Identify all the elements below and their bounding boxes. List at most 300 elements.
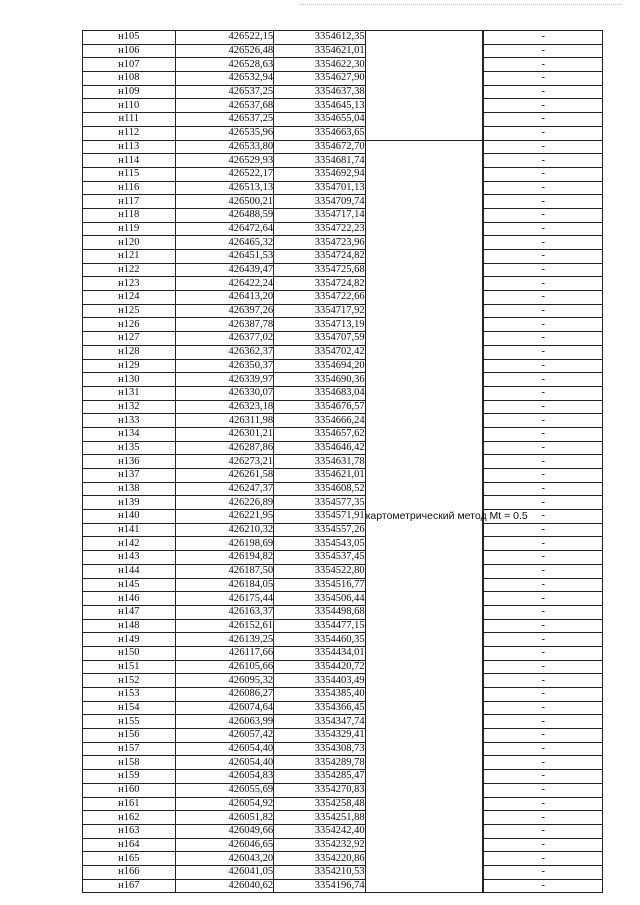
table-row [83,72,603,86]
y-coordinate-cell: 3354289,78 [274,756,366,770]
x-coordinate-cell: 426529,93 [175,154,274,168]
method-cell: картометрический метод Mt = 0.5 [365,140,483,893]
note-cell: - [484,838,603,852]
note-cell: - [484,345,603,359]
table-row [83,838,603,852]
note-cell: - [484,783,603,797]
note-cell: - [484,852,603,866]
note-cell: - [484,167,603,181]
point-name-cell: н109 [83,85,176,99]
y-coordinate-cell: 3354655,04 [274,113,366,127]
point-name-cell: н123 [83,277,176,291]
point-name-cell: н145 [83,578,176,592]
point-name-cell: н107 [83,58,176,72]
note-cell: - [484,72,603,86]
y-coordinate-cell: 3354516,77 [274,578,366,592]
note-cell: - [484,551,603,565]
note-cell: - [484,879,603,893]
y-coordinate-cell: 3354537,45 [274,551,366,565]
table-row [83,167,603,181]
table-row [83,99,603,113]
point-name-cell: н114 [83,154,176,168]
table-row [83,701,603,715]
point-name-cell: н108 [83,72,176,86]
note-cell: - [484,99,603,113]
table-row [83,564,603,578]
table-row [83,605,603,619]
y-coordinate-cell: 3354657,62 [274,427,366,441]
y-coordinate-cell: 3354210,53 [274,865,366,879]
note-cell: - [484,633,603,647]
point-name-cell: н141 [83,523,176,537]
table-row [83,181,603,195]
method-cell [365,31,483,141]
x-coordinate-cell: 426046,65 [175,838,274,852]
x-coordinate-cell: 426187,50 [175,564,274,578]
table-row [83,646,603,660]
point-name-cell: н160 [83,783,176,797]
y-coordinate-cell: 3354270,83 [274,783,366,797]
table-row [83,208,603,222]
table-row [83,195,603,209]
y-coordinate-cell: 3354709,74 [274,195,366,209]
table-row [83,783,603,797]
table-row [83,551,603,565]
y-coordinate-cell: 3354557,26 [274,523,366,537]
table-row [83,797,603,811]
x-coordinate-cell: 426163,37 [175,605,274,619]
note-cell: - [484,619,603,633]
note-cell: - [484,537,603,551]
point-name-cell: н159 [83,770,176,784]
table-row [83,496,603,510]
x-coordinate-cell: 426532,94 [175,72,274,86]
table-row [83,578,603,592]
x-coordinate-cell: 426330,07 [175,386,274,400]
x-coordinate-cell: 426210,32 [175,523,274,537]
table-row [83,414,603,428]
point-name-cell: н144 [83,564,176,578]
point-name-cell: н150 [83,646,176,660]
note-cell: - [484,140,603,154]
point-name-cell: н148 [83,619,176,633]
x-coordinate-cell: 426377,02 [175,332,274,346]
point-name-cell: н128 [83,345,176,359]
point-name-cell: н136 [83,455,176,469]
note-cell: - [484,44,603,58]
table-row [83,427,603,441]
point-name-cell: н105 [83,31,176,45]
y-coordinate-cell: 3354571,91 [274,510,366,524]
x-coordinate-cell: 426184,05 [175,578,274,592]
x-coordinate-cell: 426041,05 [175,865,274,879]
y-coordinate-cell: 3354717,92 [274,304,366,318]
table-row [83,263,603,277]
y-coordinate-cell: 3354672,70 [274,140,366,154]
table-row [83,332,603,346]
note-cell: - [484,865,603,879]
note-cell: - [484,154,603,168]
note-cell: - [484,250,603,264]
point-name-cell: н161 [83,797,176,811]
y-coordinate-cell: 3354251,88 [274,811,366,825]
note-cell: - [484,715,603,729]
y-coordinate-cell: 3354692,94 [274,167,366,181]
note-cell: - [484,332,603,346]
point-name-cell: н118 [83,208,176,222]
note-cell: - [484,523,603,537]
x-coordinate-cell: 426054,40 [175,742,274,756]
x-coordinate-cell: 426533,80 [175,140,274,154]
table-row [83,113,603,127]
y-coordinate-cell: 3354713,19 [274,318,366,332]
coordinates-table-body [83,31,603,893]
table-row [83,44,603,58]
x-coordinate-cell: 426040,62 [175,879,274,893]
point-name-cell: н113 [83,140,176,154]
table-row [83,250,603,264]
y-coordinate-cell: 3354723,96 [274,236,366,250]
x-coordinate-cell: 426488,59 [175,208,274,222]
x-coordinate-cell: 426500,21 [175,195,274,209]
note-cell: - [484,482,603,496]
y-coordinate-cell: 3354645,13 [274,99,366,113]
table-row [83,756,603,770]
note-cell: - [484,756,603,770]
point-name-cell: н166 [83,865,176,879]
table-row [83,236,603,250]
note-cell: - [484,688,603,702]
note-cell: - [484,359,603,373]
point-name-cell: н155 [83,715,176,729]
note-cell: - [484,318,603,332]
y-coordinate-cell: 3354347,74 [274,715,366,729]
note-cell: - [484,277,603,291]
point-name-cell: н139 [83,496,176,510]
x-coordinate-cell: 426198,69 [175,537,274,551]
y-coordinate-cell: 3354681,74 [274,154,366,168]
table-row [83,537,603,551]
x-coordinate-cell: 426057,42 [175,729,274,743]
y-coordinate-cell: 3354506,44 [274,592,366,606]
table-row [83,85,603,99]
point-name-cell: н143 [83,551,176,565]
point-name-cell: н127 [83,332,176,346]
note-cell: - [484,496,603,510]
x-coordinate-cell: 426528,63 [175,58,274,72]
table-row [83,879,603,893]
table-row [83,373,603,387]
y-coordinate-cell: 3354621,01 [274,469,366,483]
y-coordinate-cell: 3354385,40 [274,688,366,702]
point-name-cell: н130 [83,373,176,387]
x-coordinate-cell: 426273,21 [175,455,274,469]
point-name-cell: н121 [83,250,176,264]
note-cell: - [484,400,603,414]
coordinates-table [82,30,603,893]
point-name-cell: н126 [83,318,176,332]
note-cell: - [484,195,603,209]
x-coordinate-cell: 426287,86 [175,441,274,455]
y-coordinate-cell: 3354683,04 [274,386,366,400]
scan-artifact-line [300,4,620,11]
point-name-cell: н138 [83,482,176,496]
note-cell: - [484,824,603,838]
note-cell: - [484,646,603,660]
y-coordinate-cell: 3354258,48 [274,797,366,811]
note-cell: - [484,386,603,400]
y-coordinate-cell: 3354220,86 [274,852,366,866]
point-name-cell: н110 [83,99,176,113]
x-coordinate-cell: 426105,66 [175,660,274,674]
y-coordinate-cell: 3354366,45 [274,701,366,715]
table-row [83,674,603,688]
point-name-cell: н112 [83,126,176,140]
note-cell: - [484,31,603,45]
point-name-cell: н165 [83,852,176,866]
note-cell: - [484,510,603,524]
note-cell: - [484,729,603,743]
table-row [83,386,603,400]
y-coordinate-cell: 3354608,52 [274,482,366,496]
note-cell: - [484,427,603,441]
y-coordinate-cell: 3354717,14 [274,208,366,222]
y-coordinate-cell: 3354627,90 [274,72,366,86]
table-row [83,277,603,291]
point-name-cell: н117 [83,195,176,209]
x-coordinate-cell: 426054,83 [175,770,274,784]
y-coordinate-cell: 3354477,15 [274,619,366,633]
y-coordinate-cell: 3354285,47 [274,770,366,784]
x-coordinate-cell: 426095,32 [175,674,274,688]
y-coordinate-cell: 3354612,35 [274,31,366,45]
x-coordinate-cell: 426139,25 [175,633,274,647]
x-coordinate-cell: 426537,25 [175,113,274,127]
y-coordinate-cell: 3354694,20 [274,359,366,373]
note-cell: - [484,701,603,715]
x-coordinate-cell: 426226,89 [175,496,274,510]
note-cell: - [484,58,603,72]
x-coordinate-cell: 426513,13 [175,181,274,195]
y-coordinate-cell: 3354724,82 [274,250,366,264]
y-coordinate-cell: 3354498,68 [274,605,366,619]
table-row [83,359,603,373]
note-cell: - [484,441,603,455]
table-row [83,523,603,537]
table-row [83,852,603,866]
x-coordinate-cell: 426301,21 [175,427,274,441]
x-coordinate-cell: 426526,48 [175,44,274,58]
point-name-cell: н149 [83,633,176,647]
x-coordinate-cell: 426397,26 [175,304,274,318]
y-coordinate-cell: 3354701,13 [274,181,366,195]
x-coordinate-cell: 426472,64 [175,222,274,236]
x-coordinate-cell: 426465,32 [175,236,274,250]
y-coordinate-cell: 3354242,40 [274,824,366,838]
note-cell: - [484,263,603,277]
note-cell: - [484,605,603,619]
point-name-cell: н153 [83,688,176,702]
table-row [83,469,603,483]
x-coordinate-cell: 426350,37 [175,359,274,373]
note-cell: - [484,222,603,236]
note-cell: - [484,455,603,469]
point-name-cell: н152 [83,674,176,688]
note-cell: - [484,85,603,99]
note-cell: - [484,113,603,127]
x-coordinate-cell: 426247,37 [175,482,274,496]
y-coordinate-cell: 3354702,42 [274,345,366,359]
table-row [83,688,603,702]
y-coordinate-cell: 3354622,30 [274,58,366,72]
table-row [83,455,603,469]
point-name-cell: н124 [83,291,176,305]
point-name-cell: н147 [83,605,176,619]
x-coordinate-cell: 426537,25 [175,85,274,99]
point-name-cell: н164 [83,838,176,852]
point-name-cell: н151 [83,660,176,674]
y-coordinate-cell: 3354621,01 [274,44,366,58]
x-coordinate-cell: 426043,20 [175,852,274,866]
y-coordinate-cell: 3354460,35 [274,633,366,647]
point-name-cell: н140 [83,510,176,524]
table-row [83,154,603,168]
point-name-cell: н115 [83,167,176,181]
note-cell: - [484,304,603,318]
table-row [83,592,603,606]
note-cell: - [484,674,603,688]
point-name-cell: н167 [83,879,176,893]
note-cell: - [484,578,603,592]
x-coordinate-cell: 426535,96 [175,126,274,140]
y-coordinate-cell: 3354690,36 [274,373,366,387]
y-coordinate-cell: 3354663,65 [274,126,366,140]
y-coordinate-cell: 3354577,35 [274,496,366,510]
y-coordinate-cell: 3354646,42 [274,441,366,455]
x-coordinate-cell: 426194,82 [175,551,274,565]
note-cell: - [484,373,603,387]
point-name-cell: н116 [83,181,176,195]
point-name-cell: н156 [83,729,176,743]
point-name-cell: н158 [83,756,176,770]
y-coordinate-cell: 3354676,57 [274,400,366,414]
table-row [83,633,603,647]
x-coordinate-cell: 426522,17 [175,167,274,181]
note-cell: - [484,414,603,428]
x-coordinate-cell: 426117,66 [175,646,274,660]
note-cell: - [484,181,603,195]
point-name-cell: н129 [83,359,176,373]
point-name-cell: н119 [83,222,176,236]
x-coordinate-cell: 426413,20 [175,291,274,305]
point-name-cell: н162 [83,811,176,825]
x-coordinate-cell: 426063,99 [175,715,274,729]
table-row [83,742,603,756]
x-coordinate-cell: 426074,64 [175,701,274,715]
note-cell: - [484,126,603,140]
y-coordinate-cell: 3354724,82 [274,277,366,291]
point-name-cell: н120 [83,236,176,250]
y-coordinate-cell: 3354196,74 [274,879,366,893]
table-row [83,482,603,496]
table-row [83,291,603,305]
point-name-cell: н106 [83,44,176,58]
point-name-cell: н133 [83,414,176,428]
y-coordinate-cell: 3354707,59 [274,332,366,346]
note-cell: - [484,592,603,606]
point-name-cell: н132 [83,400,176,414]
x-coordinate-cell: 426537,68 [175,99,274,113]
y-coordinate-cell: 3354403,49 [274,674,366,688]
x-coordinate-cell: 426339,97 [175,373,274,387]
x-coordinate-cell: 426522,15 [175,31,274,45]
table-row [83,824,603,838]
table-row [83,318,603,332]
y-coordinate-cell: 3354420,72 [274,660,366,674]
x-coordinate-cell: 426054,40 [175,756,274,770]
table-row [83,140,603,154]
x-coordinate-cell: 426049,66 [175,824,274,838]
x-coordinate-cell: 426055,69 [175,783,274,797]
y-coordinate-cell: 3354725,68 [274,263,366,277]
point-name-cell: н135 [83,441,176,455]
table-row [83,31,603,45]
y-coordinate-cell: 3354434,01 [274,646,366,660]
table-row [83,729,603,743]
table-row [83,770,603,784]
table-row [83,400,603,414]
point-name-cell: н125 [83,304,176,318]
point-name-cell: н111 [83,113,176,127]
point-name-cell: н122 [83,263,176,277]
x-coordinate-cell: 426054,92 [175,797,274,811]
x-coordinate-cell: 426422,24 [175,277,274,291]
point-name-cell: н137 [83,469,176,483]
note-cell: - [484,564,603,578]
x-coordinate-cell: 426387,78 [175,318,274,332]
table-row [83,811,603,825]
y-coordinate-cell: 3354308,73 [274,742,366,756]
table-row [83,58,603,72]
x-coordinate-cell: 426451,53 [175,250,274,264]
x-coordinate-cell: 426323,18 [175,400,274,414]
x-coordinate-cell: 426175,44 [175,592,274,606]
x-coordinate-cell: 426439,47 [175,263,274,277]
table-row [83,126,603,140]
table-row [83,441,603,455]
note-cell: - [484,469,603,483]
table-row [83,304,603,318]
y-coordinate-cell: 3354722,66 [274,291,366,305]
x-coordinate-cell: 426086,27 [175,688,274,702]
point-name-cell: н131 [83,386,176,400]
y-coordinate-cell: 3354666,24 [274,414,366,428]
x-coordinate-cell: 426152,61 [175,619,274,633]
y-coordinate-cell: 3354543,05 [274,537,366,551]
y-coordinate-cell: 3354631,78 [274,455,366,469]
note-cell: - [484,770,603,784]
table-row [83,865,603,879]
point-name-cell: н134 [83,427,176,441]
table-row [83,222,603,236]
y-coordinate-cell: 3354522,80 [274,564,366,578]
x-coordinate-cell: 426051,82 [175,811,274,825]
x-coordinate-cell: 426362,37 [175,345,274,359]
table-row [83,660,603,674]
note-cell: - [484,742,603,756]
table-row [83,345,603,359]
y-coordinate-cell: 3354232,92 [274,838,366,852]
